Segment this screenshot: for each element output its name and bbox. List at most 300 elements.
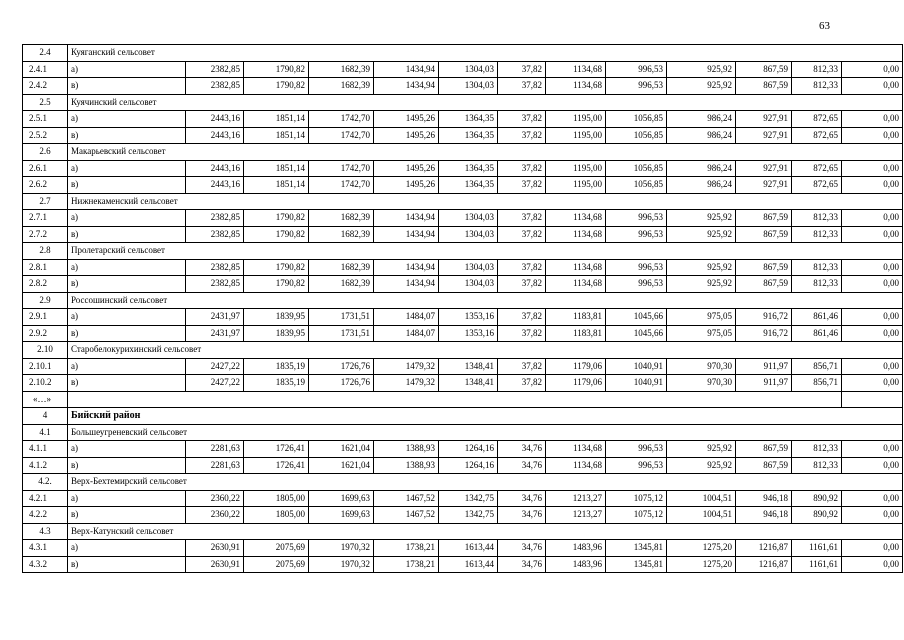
value-cell: 1161,61 (792, 540, 842, 557)
value-cell: 1790,82 (244, 78, 309, 95)
empty-cell (842, 391, 903, 408)
value-cell: 890,92 (792, 490, 842, 507)
table-row (23, 325, 903, 342)
value-cell: 1353,16 (439, 325, 498, 342)
value-cell: 812,33 (792, 61, 842, 78)
section-row (23, 523, 903, 540)
value-cell: 946,18 (736, 507, 792, 524)
section-code: 4 (23, 408, 68, 425)
section-title: Макарьевский сельсовет (68, 144, 903, 161)
value-cell: 0,00 (842, 309, 903, 326)
value-cell: 1004,51 (667, 507, 736, 524)
row-variant: а) (68, 358, 186, 375)
value-cell: 1056,85 (606, 127, 667, 144)
value-cell: 890,92 (792, 507, 842, 524)
value-cell: 1040,91 (606, 358, 667, 375)
value-cell: 927,91 (736, 160, 792, 177)
row-variant: в) (68, 457, 186, 474)
value-cell: 1495,26 (374, 160, 439, 177)
value-cell: 0,00 (842, 490, 903, 507)
table-row (23, 177, 903, 194)
value-cell: 1161,61 (792, 556, 842, 573)
value-cell: 1304,03 (439, 226, 498, 243)
value-cell: 2360,22 (186, 507, 244, 524)
value-cell: 1479,32 (374, 375, 439, 392)
value-cell: 812,33 (792, 78, 842, 95)
value-cell: 1304,03 (439, 61, 498, 78)
value-cell: 2382,85 (186, 259, 244, 276)
value-cell: 1134,68 (546, 78, 606, 95)
table-row (23, 210, 903, 227)
value-cell: 867,59 (736, 259, 792, 276)
value-cell: 37,82 (498, 309, 546, 326)
district-title: Бийский район (68, 408, 903, 425)
value-cell: 1364,35 (439, 111, 498, 128)
value-cell: 867,59 (736, 276, 792, 293)
value-cell: 0,00 (842, 457, 903, 474)
section-title: Куячинский сельсовет (68, 94, 903, 111)
row-code: 2.9.1 (23, 309, 68, 326)
section-code: 4.2. (23, 474, 68, 491)
tariff-table (22, 44, 903, 573)
table-row (23, 507, 903, 524)
value-cell: 916,72 (736, 325, 792, 342)
value-cell: 996,53 (606, 276, 667, 293)
value-cell: 0,00 (842, 160, 903, 177)
row-code: 2.4.1 (23, 61, 68, 78)
value-cell: 986,24 (667, 127, 736, 144)
value-cell: 1682,39 (309, 226, 374, 243)
value-cell: 872,65 (792, 127, 842, 144)
section-code: 2.5 (23, 94, 68, 111)
value-cell: 1731,51 (309, 309, 374, 326)
value-cell: 1434,94 (374, 226, 439, 243)
value-cell: 2075,69 (244, 556, 309, 573)
row-code: 2.9.2 (23, 325, 68, 342)
section-row (23, 474, 903, 491)
row-variant: а) (68, 210, 186, 227)
value-cell: 2427,22 (186, 358, 244, 375)
row-code: 2.10.2 (23, 375, 68, 392)
value-cell: 925,92 (667, 226, 736, 243)
value-cell: 1134,68 (546, 259, 606, 276)
value-cell: 37,82 (498, 127, 546, 144)
value-cell: 946,18 (736, 490, 792, 507)
value-cell: 986,24 (667, 177, 736, 194)
value-cell: 1264,16 (439, 441, 498, 458)
value-cell: 2075,69 (244, 540, 309, 557)
value-cell: 925,92 (667, 276, 736, 293)
row-variant: в) (68, 226, 186, 243)
table-row (23, 540, 903, 557)
value-cell: 0,00 (842, 325, 903, 342)
value-cell: 1851,14 (244, 160, 309, 177)
value-cell: 1134,68 (546, 226, 606, 243)
value-cell: 1216,87 (736, 556, 792, 573)
value-cell: 1805,00 (244, 507, 309, 524)
value-cell: 34,76 (498, 441, 546, 458)
value-cell: 927,91 (736, 127, 792, 144)
value-cell: 1805,00 (244, 490, 309, 507)
row-code: 2.7.2 (23, 226, 68, 243)
value-cell: 1434,94 (374, 61, 439, 78)
section-row (23, 243, 903, 260)
section-title: Верх-Бехтемирский сельсовет (68, 474, 903, 491)
value-cell: 1726,76 (309, 375, 374, 392)
value-cell: 927,91 (736, 111, 792, 128)
row-variant: а) (68, 61, 186, 78)
value-cell: 2360,22 (186, 490, 244, 507)
value-cell: 1388,93 (374, 441, 439, 458)
row-code: 2.10.1 (23, 358, 68, 375)
value-cell: 34,76 (498, 540, 546, 557)
value-cell: 1134,68 (546, 276, 606, 293)
value-cell: 1738,21 (374, 556, 439, 573)
table-row (23, 259, 903, 276)
value-cell: 975,05 (667, 309, 736, 326)
value-cell: 1484,07 (374, 309, 439, 326)
section-row (23, 45, 903, 62)
value-cell: 1970,32 (309, 540, 374, 557)
value-cell: 1835,19 (244, 358, 309, 375)
value-cell: 872,65 (792, 177, 842, 194)
row-variant: а) (68, 540, 186, 557)
table-row (23, 358, 903, 375)
row-variant: в) (68, 177, 186, 194)
value-cell: 1613,44 (439, 540, 498, 557)
value-cell: 996,53 (606, 78, 667, 95)
value-cell: 1699,63 (309, 507, 374, 524)
row-variant: в) (68, 276, 186, 293)
value-cell: 1467,52 (374, 490, 439, 507)
value-cell: 2427,22 (186, 375, 244, 392)
value-cell: 1726,76 (309, 358, 374, 375)
value-cell: 1790,82 (244, 226, 309, 243)
value-cell: 1075,12 (606, 490, 667, 507)
value-cell: 1742,70 (309, 111, 374, 128)
section-title: Куяганский сельсовет (68, 45, 903, 62)
value-cell: 1484,07 (374, 325, 439, 342)
value-cell: 37,82 (498, 358, 546, 375)
value-cell: 1839,95 (244, 309, 309, 326)
value-cell: 1134,68 (546, 441, 606, 458)
table-row (23, 490, 903, 507)
value-cell: 812,33 (792, 276, 842, 293)
value-cell: 916,72 (736, 309, 792, 326)
value-cell: 1699,63 (309, 490, 374, 507)
value-cell: 1467,52 (374, 507, 439, 524)
value-cell: 37,82 (498, 375, 546, 392)
value-cell: 1045,66 (606, 309, 667, 326)
value-cell: 1479,32 (374, 358, 439, 375)
table-row (23, 375, 903, 392)
value-cell: 996,53 (606, 457, 667, 474)
value-cell: 1213,27 (546, 490, 606, 507)
value-cell: 2281,63 (186, 457, 244, 474)
district-row (23, 408, 903, 425)
value-cell: 2443,16 (186, 111, 244, 128)
row-code: 2.4.2 (23, 78, 68, 95)
row-code: 2.5.1 (23, 111, 68, 128)
value-cell: 986,24 (667, 111, 736, 128)
value-cell: 2431,97 (186, 309, 244, 326)
row-variant: в) (68, 507, 186, 524)
value-cell: 2630,91 (186, 540, 244, 557)
section-row (23, 342, 903, 359)
row-code: 4.2.1 (23, 490, 68, 507)
value-cell: 1275,20 (667, 540, 736, 557)
value-cell: 37,82 (498, 160, 546, 177)
value-cell: 2281,63 (186, 441, 244, 458)
value-cell: 1790,82 (244, 276, 309, 293)
value-cell: 1731,51 (309, 325, 374, 342)
value-cell: 1364,35 (439, 177, 498, 194)
table-row (23, 309, 903, 326)
value-cell: 37,82 (498, 111, 546, 128)
value-cell: 1195,00 (546, 111, 606, 128)
section-title: Пролетарский сельсовет (68, 243, 903, 260)
table-body (23, 45, 903, 573)
value-cell: 0,00 (842, 210, 903, 227)
value-cell: 1264,16 (439, 457, 498, 474)
value-cell: 2443,16 (186, 177, 244, 194)
value-cell: 1040,91 (606, 375, 667, 392)
row-variant: в) (68, 375, 186, 392)
value-cell: 1179,06 (546, 375, 606, 392)
value-cell: 1075,12 (606, 507, 667, 524)
section-code: 2.6 (23, 144, 68, 161)
value-cell: 867,59 (736, 441, 792, 458)
value-cell: 2630,91 (186, 556, 244, 573)
value-cell: 37,82 (498, 210, 546, 227)
value-cell: 1342,75 (439, 507, 498, 524)
value-cell: 1388,93 (374, 457, 439, 474)
value-cell: 986,24 (667, 160, 736, 177)
value-cell: 37,82 (498, 61, 546, 78)
value-cell: 1434,94 (374, 259, 439, 276)
value-cell: 1348,41 (439, 358, 498, 375)
section-code: 2.8 (23, 243, 68, 260)
value-cell: 1495,26 (374, 127, 439, 144)
row-code: 2.8.1 (23, 259, 68, 276)
value-cell: 996,53 (606, 210, 667, 227)
row-code: 2.6.2 (23, 177, 68, 194)
value-cell: 1682,39 (309, 276, 374, 293)
value-cell: 1742,70 (309, 177, 374, 194)
value-cell: 0,00 (842, 507, 903, 524)
value-cell: 856,71 (792, 358, 842, 375)
value-cell: 872,65 (792, 111, 842, 128)
value-cell: 1790,82 (244, 259, 309, 276)
row-variant: в) (68, 78, 186, 95)
value-cell: 812,33 (792, 210, 842, 227)
value-cell: 37,82 (498, 259, 546, 276)
value-cell: 34,76 (498, 556, 546, 573)
section-row (23, 144, 903, 161)
value-cell: 996,53 (606, 226, 667, 243)
value-cell: 1682,39 (309, 78, 374, 95)
section-title: Верх-Катунский сельсовет (68, 523, 903, 540)
row-variant: а) (68, 309, 186, 326)
value-cell: 911,97 (736, 358, 792, 375)
row-variant: а) (68, 160, 186, 177)
value-cell: 2382,85 (186, 276, 244, 293)
value-cell: 911,97 (736, 375, 792, 392)
value-cell: 0,00 (842, 276, 903, 293)
table-row (23, 78, 903, 95)
value-cell: 1682,39 (309, 259, 374, 276)
empty-cell (68, 391, 842, 408)
value-cell: 996,53 (606, 61, 667, 78)
row-variant: в) (68, 325, 186, 342)
value-cell: 1056,85 (606, 111, 667, 128)
ellipsis-row (23, 391, 903, 408)
value-cell: 1364,35 (439, 127, 498, 144)
value-cell: 1682,39 (309, 210, 374, 227)
row-variant: а) (68, 441, 186, 458)
value-cell: 34,76 (498, 490, 546, 507)
row-variant: а) (68, 111, 186, 128)
value-cell: 1726,41 (244, 457, 309, 474)
value-cell: 1726,41 (244, 441, 309, 458)
value-cell: 34,76 (498, 507, 546, 524)
section-title: Россошинский сельсовет (68, 292, 903, 309)
value-cell: 1621,04 (309, 441, 374, 458)
row-code: 2.7.1 (23, 210, 68, 227)
table-row (23, 160, 903, 177)
value-cell: 1483,96 (546, 540, 606, 557)
value-cell: 1345,81 (606, 556, 667, 573)
value-cell: 0,00 (842, 540, 903, 557)
section-code: 2.9 (23, 292, 68, 309)
value-cell: 861,46 (792, 325, 842, 342)
value-cell: 0,00 (842, 111, 903, 128)
section-row (23, 94, 903, 111)
section-row (23, 424, 903, 441)
value-cell: 1613,44 (439, 556, 498, 573)
section-code: 2.7 (23, 193, 68, 210)
value-cell: 2382,85 (186, 226, 244, 243)
table-row (23, 276, 903, 293)
value-cell: 1342,75 (439, 490, 498, 507)
value-cell: 2431,97 (186, 325, 244, 342)
value-cell: 856,71 (792, 375, 842, 392)
row-code: 4.3.2 (23, 556, 68, 573)
value-cell: 1742,70 (309, 127, 374, 144)
value-cell: 1304,03 (439, 210, 498, 227)
value-cell: 1970,32 (309, 556, 374, 573)
value-cell: 0,00 (842, 226, 903, 243)
table-row (23, 111, 903, 128)
value-cell: 0,00 (842, 78, 903, 95)
value-cell: 1434,94 (374, 276, 439, 293)
value-cell: 1213,27 (546, 507, 606, 524)
value-cell: 1216,87 (736, 540, 792, 557)
section-code: 2.4 (23, 45, 68, 62)
row-variant: а) (68, 490, 186, 507)
value-cell: 2443,16 (186, 127, 244, 144)
value-cell: 1483,96 (546, 556, 606, 573)
value-cell: 0,00 (842, 177, 903, 194)
value-cell: 970,30 (667, 375, 736, 392)
value-cell: 1134,68 (546, 457, 606, 474)
value-cell: 1195,00 (546, 177, 606, 194)
value-cell: 1004,51 (667, 490, 736, 507)
value-cell: 1183,81 (546, 325, 606, 342)
value-cell: 867,59 (736, 226, 792, 243)
ellipsis-marker: «…» (23, 391, 68, 408)
value-cell: 1434,94 (374, 210, 439, 227)
value-cell: 37,82 (498, 177, 546, 194)
value-cell: 1495,26 (374, 177, 439, 194)
row-variant: а) (68, 259, 186, 276)
value-cell: 1851,14 (244, 127, 309, 144)
value-cell: 872,65 (792, 160, 842, 177)
value-cell: 1348,41 (439, 375, 498, 392)
value-cell: 925,92 (667, 78, 736, 95)
value-cell: 812,33 (792, 259, 842, 276)
value-cell: 867,59 (736, 210, 792, 227)
value-cell: 1434,94 (374, 78, 439, 95)
value-cell: 1839,95 (244, 325, 309, 342)
value-cell: 0,00 (842, 556, 903, 573)
value-cell: 1304,03 (439, 259, 498, 276)
value-cell: 1195,00 (546, 160, 606, 177)
section-title: Старобелокурихинский сельсовет (68, 342, 903, 359)
value-cell: 0,00 (842, 127, 903, 144)
value-cell: 0,00 (842, 61, 903, 78)
value-cell: 1738,21 (374, 540, 439, 557)
value-cell: 925,92 (667, 61, 736, 78)
value-cell: 1851,14 (244, 177, 309, 194)
value-cell: 1495,26 (374, 111, 439, 128)
row-code: 2.8.2 (23, 276, 68, 293)
table-row (23, 457, 903, 474)
value-cell: 1179,06 (546, 358, 606, 375)
value-cell: 1364,35 (439, 160, 498, 177)
row-variant: в) (68, 127, 186, 144)
table-row (23, 441, 903, 458)
value-cell: 2382,85 (186, 61, 244, 78)
value-cell: 996,53 (606, 441, 667, 458)
value-cell: 1045,66 (606, 325, 667, 342)
table-row (23, 127, 903, 144)
section-title: Нижнекаменский сельсовет (68, 193, 903, 210)
value-cell: 0,00 (842, 375, 903, 392)
value-cell: 867,59 (736, 78, 792, 95)
value-cell: 925,92 (667, 210, 736, 227)
value-cell: 996,53 (606, 259, 667, 276)
value-cell: 861,46 (792, 309, 842, 326)
value-cell: 0,00 (842, 358, 903, 375)
value-cell: 1682,39 (309, 61, 374, 78)
section-title: Большеугреневский сельсовет (68, 424, 903, 441)
value-cell: 1790,82 (244, 210, 309, 227)
value-cell: 1851,14 (244, 111, 309, 128)
value-cell: 812,33 (792, 457, 842, 474)
row-code: 4.2.2 (23, 507, 68, 524)
value-cell: 1304,03 (439, 78, 498, 95)
value-cell: 927,91 (736, 177, 792, 194)
value-cell: 1345,81 (606, 540, 667, 557)
value-cell: 1134,68 (546, 210, 606, 227)
table-row (23, 556, 903, 573)
table-row (23, 61, 903, 78)
value-cell: 812,33 (792, 441, 842, 458)
value-cell: 1195,00 (546, 127, 606, 144)
value-cell: 1056,85 (606, 177, 667, 194)
value-cell: 0,00 (842, 259, 903, 276)
